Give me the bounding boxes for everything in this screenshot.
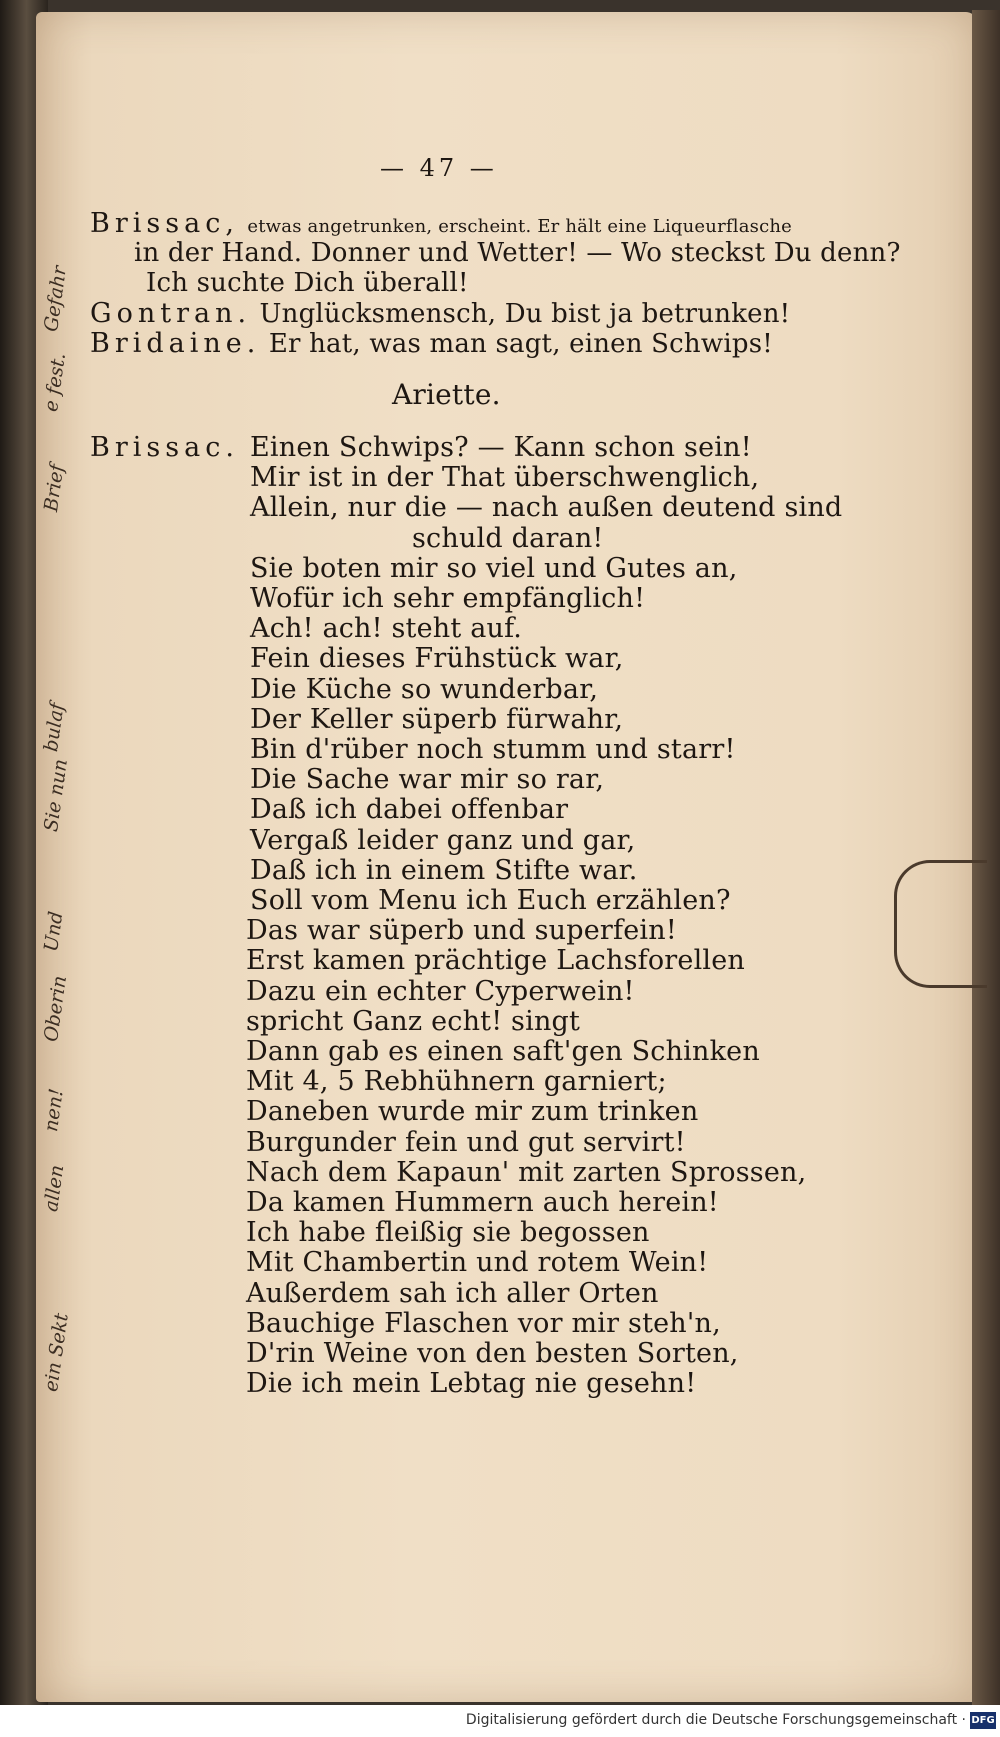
verse-line: Wofür ich sehr empfänglich! — [250, 583, 646, 614]
bleed-text: allen — [40, 1163, 69, 1214]
footer-bar — [0, 1705, 1000, 1737]
verse-line: Soll vom Menu ich Euch erzählen? — [250, 885, 731, 916]
dialogue-text: in der Hand. Donner und Wetter! — Wo steckst Du denn? — [134, 238, 901, 268]
verse-line: Mit 4, 5 Rebhühnern garniert; — [246, 1066, 667, 1098]
verse-line: Bin d'rüber noch stumm und starr! — [250, 734, 736, 765]
verse-line: Dann gab es einen saft'gen Schinken — [246, 1036, 760, 1067]
verse-line: spricht Ganz echt! singt — [246, 1005, 581, 1037]
verse-line: Der Keller süperb fürwahr, — [250, 703, 624, 735]
dialogue-line — [90, 208, 792, 239]
verse-line: Da kamen Hummern auch herein! — [246, 1187, 719, 1218]
dfg-logo: DFG — [970, 1712, 996, 1729]
verse-line: Das war süperb und superfein! — [246, 915, 677, 947]
book-cover-edge — [972, 10, 1000, 1705]
dialogue-line — [134, 238, 901, 268]
verse-line: Daß ich dabei offenbar — [250, 794, 569, 826]
dialogue-text: Ich suchte Dich überall! — [146, 268, 469, 298]
verse-line: Die ich mein Lebtag nie gesehn! — [246, 1368, 697, 1400]
bleed-text: Gefahr — [40, 264, 71, 334]
dialogue-line — [90, 298, 790, 329]
speaker-name: Bridaine. — [90, 328, 261, 359]
verse-line: Die Küche so wunderbar, — [250, 673, 599, 705]
verse-line: Fein dieses Frühstück war, — [250, 643, 624, 675]
page-number: — 47 — — [380, 154, 498, 182]
dialogue-line — [90, 328, 773, 359]
verse-line: Mir ist in der That überschwenglich, — [250, 462, 760, 494]
bleed-text: Brief — [40, 463, 69, 514]
speaker-name: Gontran. — [90, 298, 252, 329]
bleed-text: Sie nun — [40, 757, 72, 834]
bleed-text: nen! — [40, 1087, 68, 1134]
bleed-text: Oberin — [40, 974, 72, 1044]
speaker-name: Brissac, — [90, 208, 239, 239]
dialogue-line — [146, 268, 469, 298]
dialogue-text: Er hat, was man sagt, einen Schwips! — [268, 329, 773, 359]
verse-line: schuld daran! — [412, 522, 604, 554]
verse-line: Die Sache war mir so rar, — [250, 764, 605, 796]
verse-line: Mit Chambertin und rotem Wein! — [246, 1247, 709, 1279]
verse-line: Einen Schwips? — Kann schon sein! — [250, 432, 752, 463]
verse-line: Ach! ach! steht auf. — [250, 613, 523, 645]
verse-line: Ich habe fleißig sie begossen — [246, 1217, 650, 1249]
stage-direction: etwas angetrunken, erscheint. Er hält eine Liqueurflasche — [247, 216, 792, 237]
verse-line: Daneben wurde mir zum trinken — [246, 1096, 699, 1128]
ariette-speaker: Brissac. — [90, 432, 239, 463]
verse-line: Vergaß leider ganz und gar, — [250, 824, 636, 856]
bleed-text: ein Sekt — [40, 1311, 73, 1394]
bleed-text: Und — [40, 909, 68, 954]
verse-line: Sie boten mir so viel und Gutes an, — [250, 552, 738, 584]
bleed-text: bulaf — [40, 701, 69, 754]
verse-line: Daß ich in einem Stifte war. — [250, 854, 638, 886]
verse-line: Nach dem Kapaun' mit zarten Sprossen, — [246, 1156, 807, 1188]
facing-page-bleed-through — [38, 250, 76, 1480]
dialogue-text: Unglücksmensch, Du bist ja betrunken! — [259, 299, 791, 329]
verse-line: Erst kamen prächtige Lachsforellen — [246, 945, 746, 977]
verse-line: Burgunder fein und gut servirt! — [246, 1126, 686, 1158]
verse-line: Bauchige Flaschen vor mir steh'n, — [246, 1307, 721, 1339]
footer-credit: Digitalisierung gefördert durch die Deutsche Forschungsgemeinschaft · — [465, 1712, 966, 1728]
section-heading: Ariette. — [392, 378, 501, 411]
verse-line: D'rin Weine von den besten Sorten, — [246, 1338, 739, 1369]
bleed-text: e fest. — [40, 351, 70, 414]
verse-line: Außerdem sah ich aller Orten — [246, 1277, 659, 1309]
verse-line: Dazu ein echter Cyperwein! — [246, 975, 635, 1007]
page-clip — [894, 860, 987, 988]
verse-line: Allein, nur die — nach außen deutend sind — [250, 492, 843, 524]
